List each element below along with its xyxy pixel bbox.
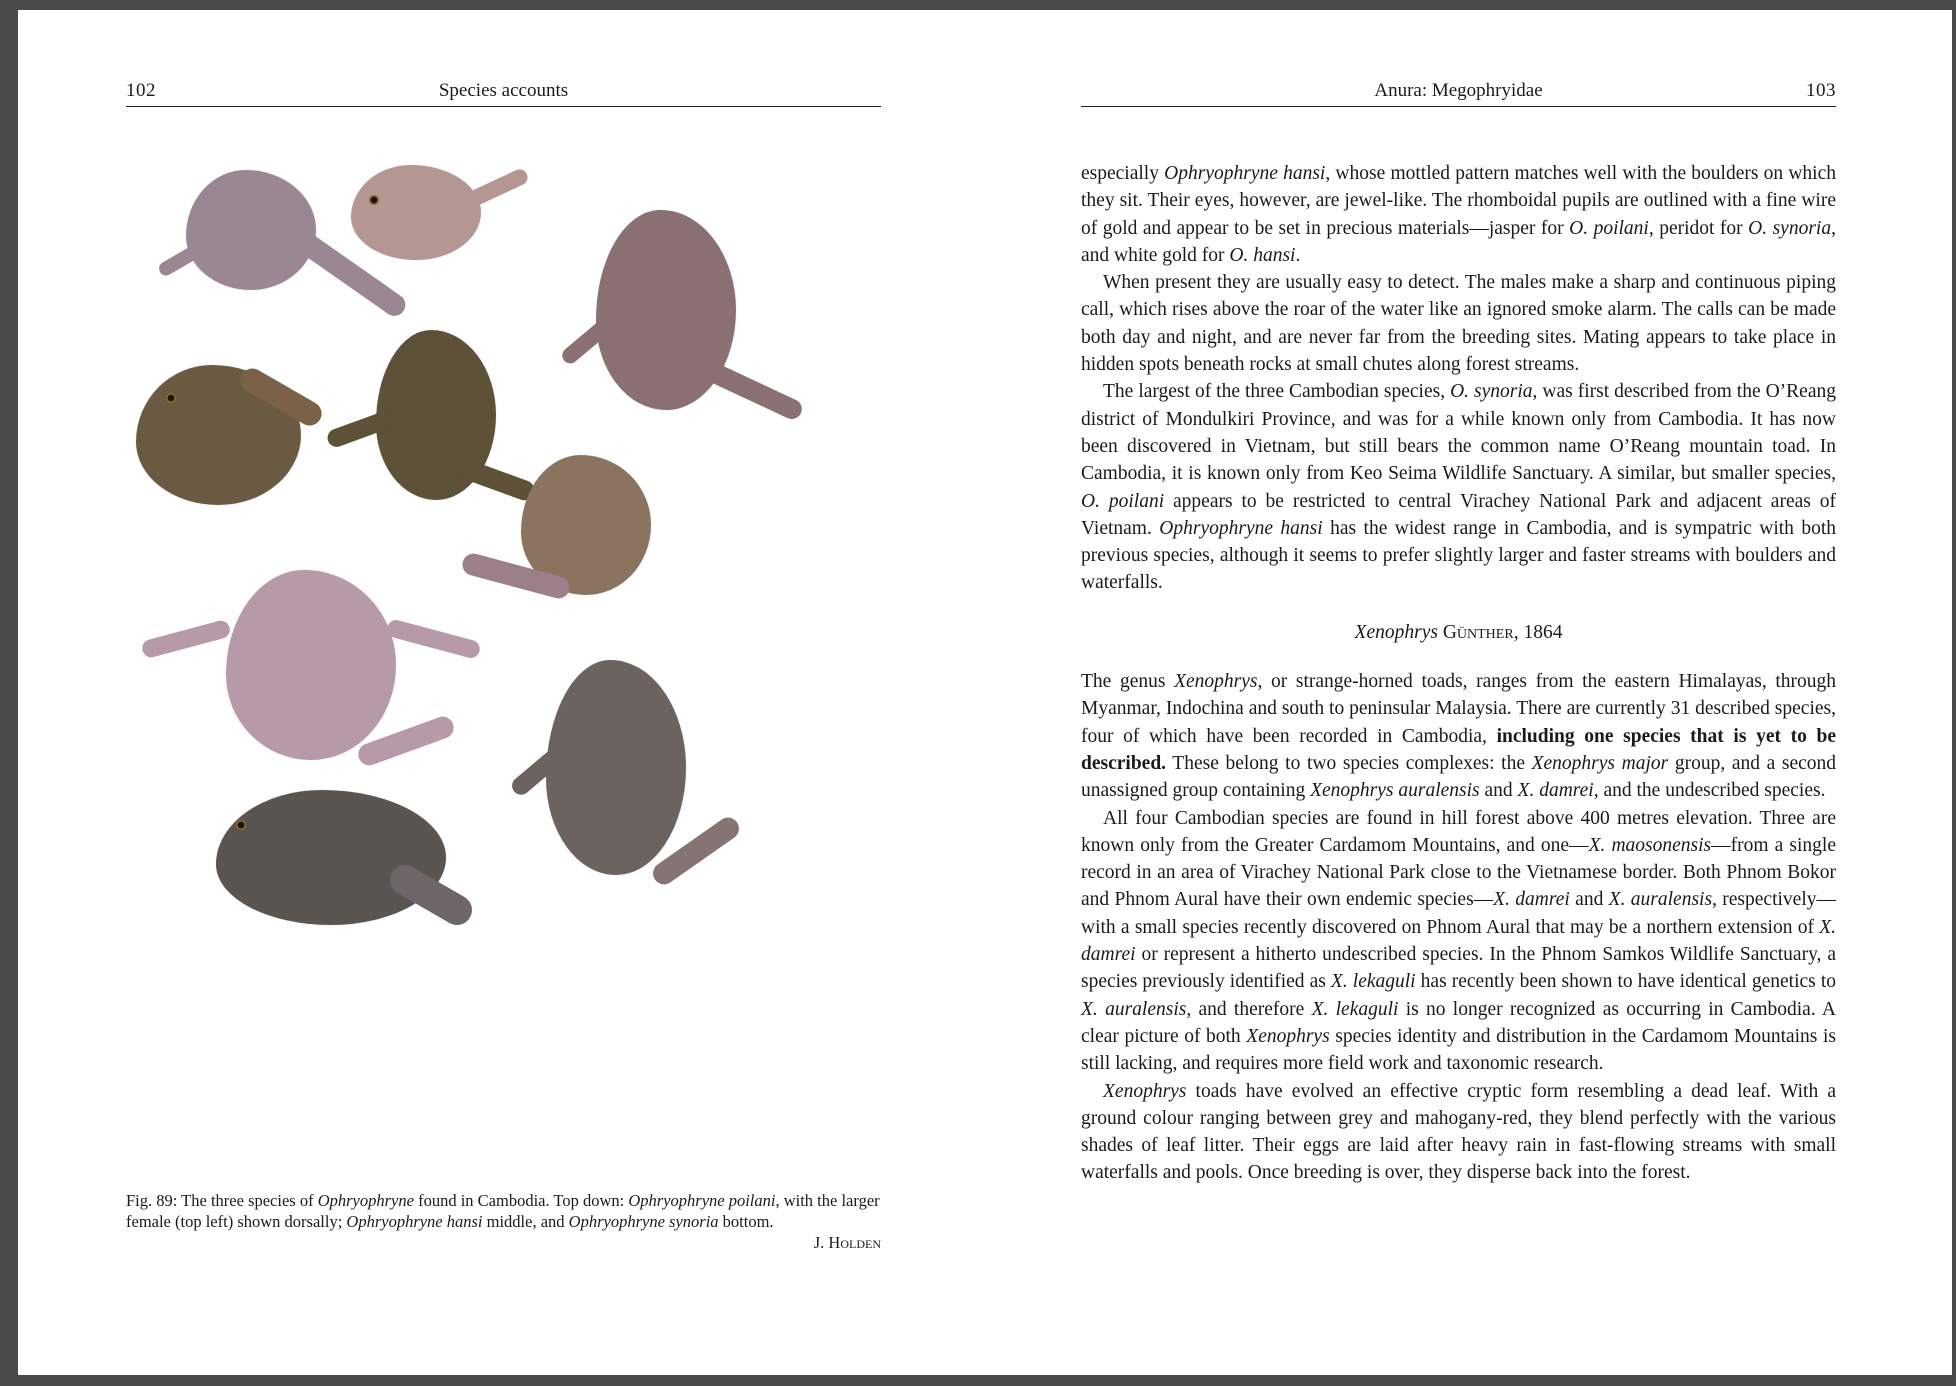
text-run: The largest of the three Cambodian species, <box>1103 381 1451 403</box>
text-run: , and white gold for <box>1081 217 1836 266</box>
running-title-left: Species accounts <box>438 80 569 101</box>
frog-hansi-lateral <box>136 365 301 505</box>
frog-synoria-lateral <box>216 790 446 925</box>
text-run: and <box>1479 780 1518 802</box>
text-run: . <box>1295 244 1301 266</box>
caption-fragment: middle, and <box>482 1212 569 1231</box>
species-name: Xenophrys major <box>1531 752 1669 774</box>
text-run: , was first described from the O’Reang district of Mondulkiri Province, and was for a while known only from Cambodia. It has now been discovered in Vietnam, but still bears the common name O’Reang mountain toad. In Cambodia, it is known only from Keo Seima Wildlife Sanctuary. A similar, but smaller species, <box>1081 381 1836 485</box>
text-run: All four Cambodian species are found in hill forest above 400 metres elevation. Three are known only from the Greater Cardamom Mountains, and one— <box>1081 807 1836 856</box>
right-page <box>1081 10 1836 1375</box>
text-run: has recently been shown to have identical genetics to <box>1415 971 1836 993</box>
species-name: O. synoria <box>1450 381 1533 403</box>
page-number-left: 102 <box>126 80 156 101</box>
running-title-right: Anura: Megophryidae <box>1374 80 1543 101</box>
species-name: X. auralensis <box>1608 889 1713 911</box>
frog-photograph <box>126 140 881 1180</box>
caption-fragment: bottom. <box>718 1212 774 1231</box>
body-text <box>1081 160 1836 1187</box>
species-name: O. synoria <box>1748 217 1832 239</box>
frog-synoria-ventral <box>226 570 396 760</box>
running-head-left <box>126 78 881 107</box>
caption-species-hansi: Ophryophryne hansi <box>346 1212 483 1231</box>
frog-poilani-dorsal <box>596 210 736 410</box>
caption-fragment: The three species of <box>177 1191 318 1210</box>
section-heading-xenophrys <box>1081 619 1836 646</box>
frog-synoria-dorsal <box>546 660 686 875</box>
left-page <box>126 10 881 1375</box>
caption-fragment: , with the larger female (top left) shown dorsally; <box>126 1191 880 1231</box>
species-name: Xenophrys <box>1246 1025 1330 1047</box>
running-head-right <box>1081 78 1836 107</box>
text-run: These belong to two species complexes: the <box>1166 752 1532 774</box>
caption-text <box>126 1190 881 1232</box>
text-run: , respectively—with a small species recently discovered on Phnom Aural that may be a northern extension of <box>1081 889 1836 938</box>
caption-species-synoria: Ophryophryne synoria <box>568 1212 719 1231</box>
species-name: X. lekaguli <box>1311 998 1399 1020</box>
text-run: , and therefore <box>1186 998 1312 1020</box>
species-name: X. damrei <box>1493 889 1570 911</box>
species-name: O. poilani <box>1081 490 1165 512</box>
text-run: toads have evolved an effective cryptic form resembling a dead leaf. With a ground colour ranging between grey and mahogany-red, they blend perfectly with the various shades of leaf litter. Their eggs are laid after heavy rain in fast-flowing streams with small waterfalls and pools. Once breeding is over, they disperse back into the forest. <box>1081 1080 1836 1184</box>
paragraph-5 <box>1081 805 1836 1078</box>
text-run: group, and a second unassigned group containing <box>1081 752 1837 802</box>
text-run: has the widest range in Cambodia, and is sympatric with both previous species, although it seems to prefer slightly larger and faster streams with boulders and waterfalls. <box>1081 517 1837 594</box>
photo-credit: J. Holden <box>813 1233 881 1252</box>
caption-genus: Ophryophryne <box>317 1191 414 1210</box>
paragraph-2: When present they are usually easy to detect. The males make a sharp and continuous piping call, which rises above the roar of the water like an ignored smoke alarm. The calls can be made both day and night, and are never far from the breeding sites. Mating appears to take place in hidden spots beneath rocks at small chutes along forest streams. <box>1081 272 1836 376</box>
species-name: Ophryophryne hansi <box>1159 517 1323 539</box>
figure-label: Fig. 89: <box>126 1191 178 1210</box>
text-run: , whose mottled pattern matches well with the boulders on which they sit. Their eyes, however, are jewel-like. The rhomboidal pupils are outlined with a fine wire of gold and appear to be set in precious materials—jasper for <box>1081 163 1837 239</box>
text-run: , peridot for <box>1648 217 1749 239</box>
bold-text: including one species that is yet to be described. <box>1081 725 1836 774</box>
text-run: —from a single record in an area of Virachey National Park close to the Vietnamese border. Both Phnom Bokor and Phnom Aural have their own endemic species— <box>1081 834 1836 911</box>
species-name: Xenophrys <box>1103 1080 1187 1102</box>
paragraph-4 <box>1081 668 1836 804</box>
species-name: Xenophrys <box>1174 671 1258 693</box>
frog-hansi-dorsal <box>376 330 496 500</box>
species-name: X. maosonensis <box>1588 834 1712 856</box>
species-name: Xenophrys auralensis <box>1310 780 1480 802</box>
frog-poilani-female-dorsal <box>186 170 316 290</box>
caption-fragment: found in Cambodia. Top down: <box>413 1191 629 1210</box>
text-run: The genus <box>1081 671 1175 693</box>
species-name: X. lekaguli <box>1330 971 1416 993</box>
paragraph-3 <box>1081 378 1836 596</box>
frog-hansi-ventral <box>521 455 651 595</box>
species-name: Ophryophryne hansi <box>1164 163 1326 184</box>
text-run: , and the undescribed species. <box>1593 780 1826 802</box>
paragraph-1 <box>1081 160 1836 269</box>
heading-genus: Xenophrys <box>1354 621 1438 643</box>
caption-species-poilani: Ophryophryne poilani <box>628 1191 776 1210</box>
species-name: X. damrei <box>1081 916 1836 966</box>
species-name: O. hansi <box>1229 244 1296 266</box>
book-spread <box>18 10 1952 1375</box>
species-name: O. poilani <box>1569 217 1649 239</box>
paragraph-6 <box>1081 1078 1836 1187</box>
species-name: X. damrei <box>1517 780 1594 802</box>
heading-year: , 1864 <box>1513 621 1563 643</box>
heading-author: Günther <box>1442 621 1514 643</box>
text-run: is no longer recognized as occurring in Cambodia. A clear picture of both <box>1081 998 1836 1047</box>
text-run: especially <box>1081 163 1165 184</box>
frog-poilani-male <box>351 165 481 260</box>
page-number-right: 103 <box>1806 80 1836 101</box>
figure-caption <box>126 1190 881 1253</box>
text-run: species identity and distribution in the Cardamom Mountains is still lacking, and requires more field work and taxonomic research. <box>1081 1025 1836 1075</box>
text-run: , or strange-horned toads, ranges from the eastern Himalayas, through Myanmar, Indochina and south to peninsular Malaysia. There are currently 31 described species, four of which have been recorded in Cambodia, <box>1081 671 1837 747</box>
text-run: appears to be restricted to central Virachey National Park and adjacent areas of Vietnam. <box>1081 490 1836 539</box>
text-run: and <box>1569 889 1609 911</box>
text-run: or represent a hitherto undescribed species. In the Phnom Samkos Wildlife Sanctuary, a species previously identified as <box>1081 944 1836 993</box>
species-name: X. auralensis <box>1081 998 1187 1020</box>
